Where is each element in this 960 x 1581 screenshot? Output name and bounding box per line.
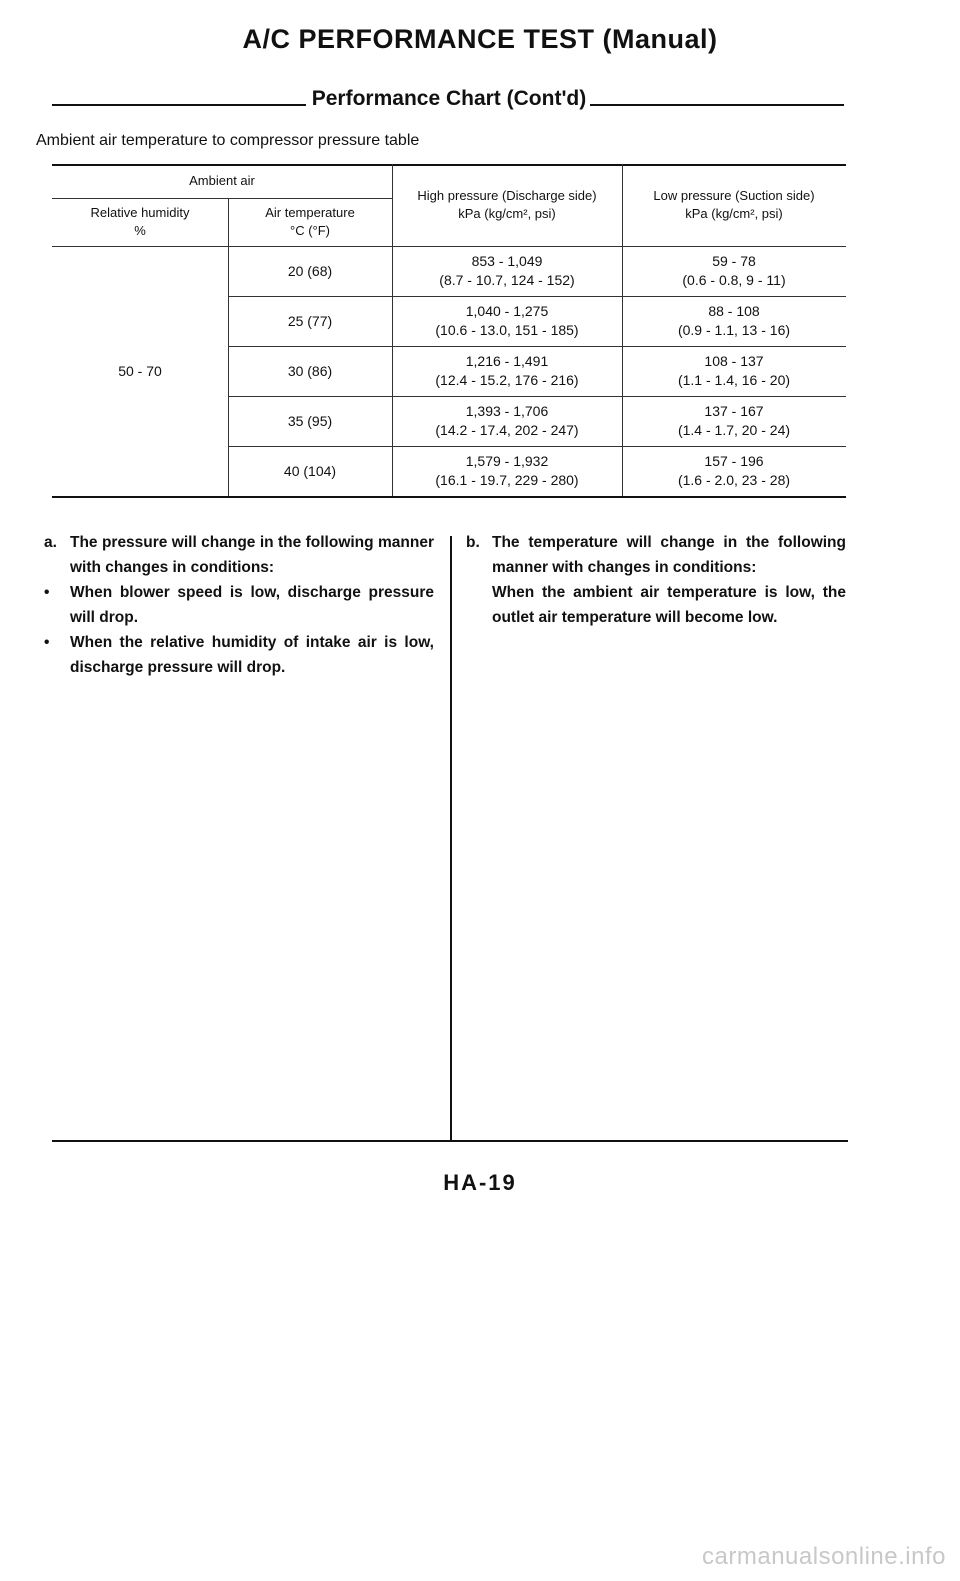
header-relative-humidity-unit: %: [134, 223, 146, 238]
header-low-pressure: [622, 164, 846, 246]
high-pressure-alt: (12.4 - 15.2, 176 - 216): [435, 372, 579, 388]
high-pressure-alt: (10.6 - 13.0, 151 - 185): [435, 322, 579, 338]
header-relative-humidity-label: Relative humidity: [90, 205, 190, 220]
header-ambient-air-label: Ambient air: [189, 173, 255, 188]
bottom-rule: [52, 1140, 848, 1142]
pressure-table: [52, 164, 846, 498]
low-pressure-kpa: 157 - 196: [704, 453, 764, 469]
high-pressure-kpa: 1,216 - 1,491: [465, 353, 549, 369]
low-pressure-alt: (1.6 - 2.0, 23 - 28): [677, 472, 791, 488]
note-a-bullet-1-text: When blower speed is low, discharge pressure will drop.: [70, 584, 434, 626]
header-air-temperature-label: Air temperature: [265, 205, 355, 220]
note-b-text-2: When the ambient air temperature is low, the outlet air temperature will become low.: [492, 584, 846, 626]
low-pressure-alt: (1.1 - 1.4, 16 - 20): [677, 372, 791, 388]
high-pressure-kpa: 853 - 1,049: [471, 253, 543, 269]
note-b: [466, 530, 846, 630]
watermark: carmanualsonline.info: [702, 1543, 946, 1570]
low-pressure-alt: (1.4 - 1.7, 20 - 24): [677, 422, 791, 438]
table-row-high: [392, 296, 622, 346]
table-row-high: [392, 346, 622, 396]
column-divider: [450, 536, 452, 1140]
low-pressure-alt: (0.9 - 1.1, 13 - 16): [677, 322, 791, 338]
table-row-temp: [228, 346, 392, 396]
header-air-temperature: [228, 198, 392, 246]
header-low-pressure-label: Low pressure (Suction side): [653, 188, 815, 203]
table-row-high: [392, 446, 622, 496]
low-pressure-alt: (0.6 - 0.8, 9 - 11): [682, 272, 786, 288]
note-a-marker: a.: [44, 534, 57, 551]
table-bottom-rule: [52, 496, 846, 498]
table-row-temp: [228, 246, 392, 296]
low-pressure-kpa: 88 - 108: [708, 303, 760, 319]
temp-value: 40 (104): [283, 462, 337, 479]
header-high-pressure-unit: kPa (kg/cm², psi): [458, 206, 556, 221]
table-row-low: [622, 346, 846, 396]
table-row-temp: [228, 396, 392, 446]
notes-left-column: [44, 530, 434, 680]
subtitle-row: [52, 84, 844, 114]
high-pressure-alt: (14.2 - 17.4, 202 - 247): [435, 422, 579, 438]
bullet-icon: •: [44, 584, 50, 601]
table-row-temp: [228, 446, 392, 496]
note-a-text: The pressure will change in the following manner with changes in conditions:: [70, 534, 434, 576]
page-subtitle: Performance Chart (Cont'd): [311, 87, 587, 110]
note-a-bullet-1: [44, 580, 434, 630]
header-air-temperature-unit: °C (°F): [290, 223, 330, 238]
temp-value: 35 (95): [287, 412, 333, 429]
table-row-low: [622, 296, 846, 346]
low-pressure-kpa: 108 - 137: [704, 353, 764, 369]
high-pressure-kpa: 1,393 - 1,706: [465, 403, 549, 419]
table-row-high: [392, 396, 622, 446]
note-b-text-1: The temperature will change in the following manner with changes in conditions:: [492, 534, 846, 576]
table-row-low: [622, 246, 846, 296]
subtitle-rule-left: [52, 104, 306, 106]
high-pressure-alt: (8.7 - 10.7, 124 - 152): [439, 272, 575, 288]
low-pressure-kpa: 137 - 167: [704, 403, 764, 419]
note-a-bullet-2-text: When the relative humidity of intake air is low, discharge pressure will drop.: [70, 634, 434, 676]
bullet-icon: •: [44, 634, 50, 651]
table-row-low: [622, 396, 846, 446]
header-relative-humidity: [52, 198, 228, 246]
high-pressure-kpa: 1,579 - 1,932: [465, 453, 549, 469]
header-low-pressure-unit: kPa (kg/cm², psi): [685, 206, 783, 221]
page-title: A/C PERFORMANCE TEST (Manual): [242, 24, 718, 54]
table-row-temp: [228, 296, 392, 346]
low-pressure-kpa: 59 - 78: [712, 253, 756, 269]
note-b-marker: b.: [466, 534, 480, 551]
header-high-pressure: [392, 164, 622, 246]
high-pressure-alt: (16.1 - 19.7, 229 - 280): [435, 472, 579, 488]
notes-right-column: [466, 530, 846, 630]
table-row-high: [392, 246, 622, 296]
header-ambient-air: [52, 164, 392, 198]
subtitle-rule-right: [590, 104, 844, 106]
humidity-cell: [52, 246, 228, 496]
temp-value: 30 (86): [287, 362, 333, 379]
header-high-pressure-label: High pressure (Discharge side): [417, 188, 597, 203]
table-row-low: [622, 446, 846, 496]
table-intro: Ambient air temperature to compressor pressure table: [36, 132, 420, 149]
high-pressure-kpa: 1,040 - 1,275: [465, 303, 549, 319]
note-a: [44, 530, 434, 580]
page-number: HA-19: [443, 1170, 517, 1195]
note-b-body: [492, 530, 846, 630]
temp-value: 25 (77): [287, 312, 333, 329]
humidity-value: 50 - 70: [118, 362, 162, 379]
temp-value: 20 (68): [287, 262, 333, 279]
note-a-bullet-2: [44, 630, 434, 680]
